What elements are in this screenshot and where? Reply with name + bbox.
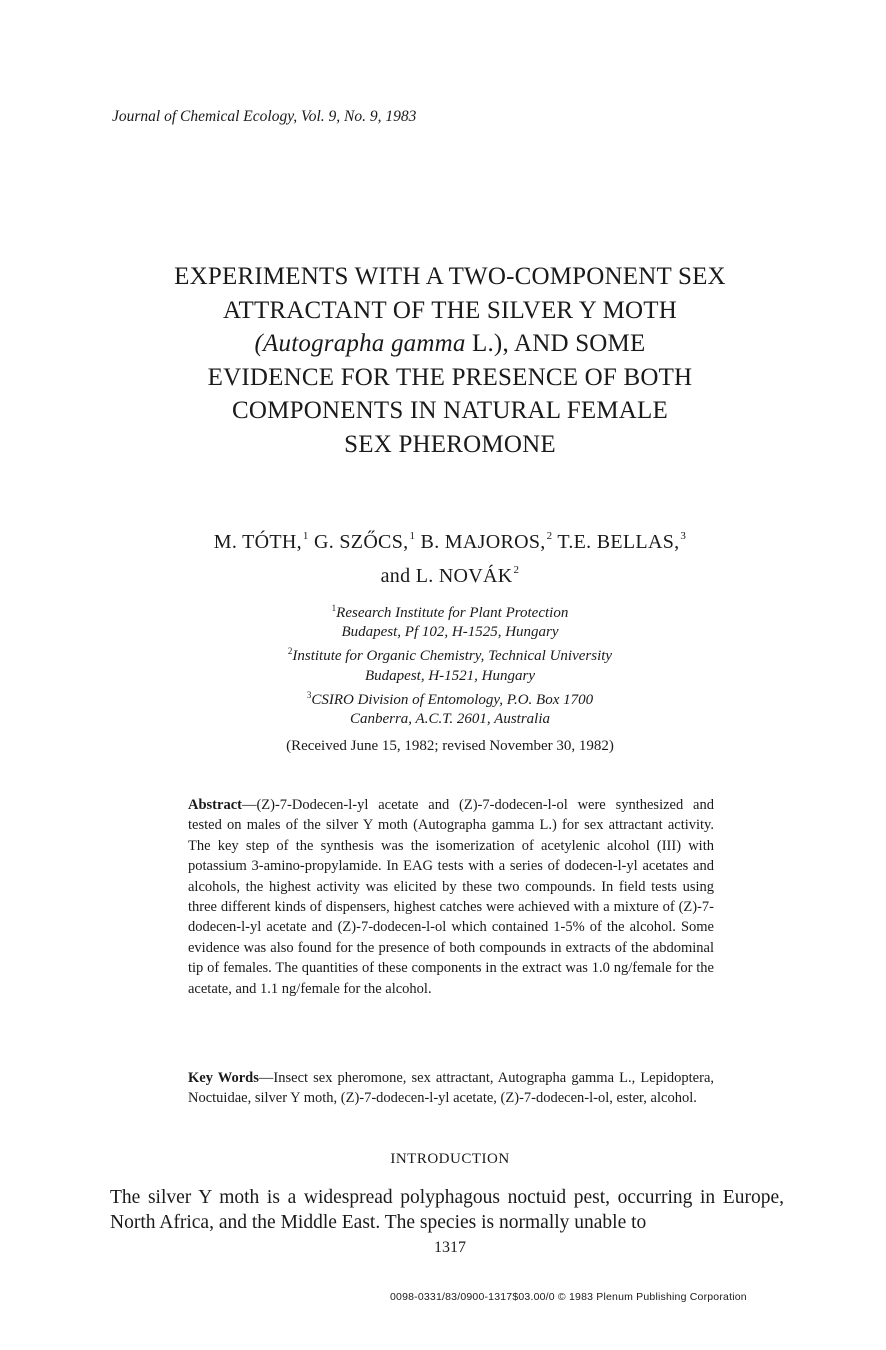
paper-title xyxy=(100,260,800,461)
affiliations xyxy=(150,599,750,729)
affiliation: $^2$Institute for Organic Chemistry, Technical University xyxy=(287,646,613,665)
title-line: ATTRACTANT OF THE SILVER Y MOTH xyxy=(223,296,677,324)
title-line-rest: L.), AND SOME xyxy=(465,330,646,357)
keywords-text: —Insect sex pheromone, sex attractant, Autographa gamma L., Lepidoptera, Noctuidae, silver Y moth, (Z)-7-dodecen-l-yl acetate, (Z)-7-dodecen-l-ol, ester, alcohol. xyxy=(188,1070,715,1107)
intro-paragraph: The silver Y moth is a widespread polyphagous noctuid pest, occurring in Europe, North Africa, and the Middle East. The species is normally unable to xyxy=(110,1187,784,1233)
title-line: SEX PHEROMONE xyxy=(344,430,556,458)
abstract-text: —(Z)-7-Dodecen-l-yl acetate and (Z)-7-dodecen-l-ol were synthesized and tested on males of the silver Y moth (Autographa gamma L.) for sex attractant activity. The key step of the synthesis was the isomerization of acetylenic alcohol (III) with potassium 3-amino-propylamide. In EAG tests with a series of dodecen-l-yl acetates and alcohols, the highest activity was elicited by these two compounds. In field tests using three different kinds of dispensers, highest catches were achieved with a mixture of (Z)-7-dodecen-l-yl acetate and (Z)-7-dodecen-l-ol which contained 1-5% of the alcohol. Some evidence was also found for the presence of both compounds in extracts of the abdominal tip of females. The quantities of these components in the extract was 1.0 ng/female for the acetate, and 1.1 ng/female for the alcohol. xyxy=(188,797,714,997)
title-species: (Autographa gamma xyxy=(254,330,466,357)
affiliation-address: Budapest, H-1521, Hungary xyxy=(365,667,535,684)
title-line: EXPERIMENTS WITH A TWO-COMPONENT SEX xyxy=(174,263,726,290)
affiliation-address: Canberra, A.C.T. 2601, Australia xyxy=(349,711,551,728)
title-line xyxy=(100,327,800,361)
author: and L. NOVÁK xyxy=(380,565,513,587)
author: G. SZŐCS, xyxy=(308,531,409,553)
copyright-footer: 0098-0331/83/0900-1317$03.00/0 © 1983 Plenum Publishing Corporation xyxy=(390,1291,747,1303)
keywords xyxy=(188,1068,714,1109)
author-line: M. TÓTH,$^1$ G. SZŐCS,$^1$ B. MAJOROS,$^2$ T.E. BELLAS,$^3$ xyxy=(213,530,687,553)
title-line: EVIDENCE FOR THE PRESENCE OF BOTH xyxy=(207,363,693,391)
affiliation: $^1$Research Institute for Plant Protection xyxy=(331,603,569,621)
keywords-label: Key Words xyxy=(188,1070,259,1086)
affiliation: $^3$CSIRO Division of Entomology, P.O. Box 1700 xyxy=(306,689,594,708)
page-number: 1317 xyxy=(434,1239,466,1256)
abstract-label: Abstract xyxy=(188,797,242,813)
journal-citation: Journal of Chemical Ecology, Vol. 9, No. 9, 1983 xyxy=(112,108,417,125)
affiliation-address: Budapest, Pf 102, H-1525, Hungary xyxy=(341,624,559,641)
author: B. MAJOROS, xyxy=(415,531,546,553)
title-line: COMPONENTS IN NATURAL FEMALE xyxy=(232,397,668,424)
author: T.E. BELLAS, xyxy=(552,531,680,553)
author-list xyxy=(100,522,800,590)
author-line: and L. NOVÁK$^2$ xyxy=(380,564,520,587)
author: M. TÓTH, xyxy=(213,531,302,553)
abstract xyxy=(188,795,714,999)
section-heading: INTRODUCTION xyxy=(390,1151,510,1167)
received-dates: (Received June 15, 1982; revised November 30, 1982) xyxy=(286,738,614,754)
